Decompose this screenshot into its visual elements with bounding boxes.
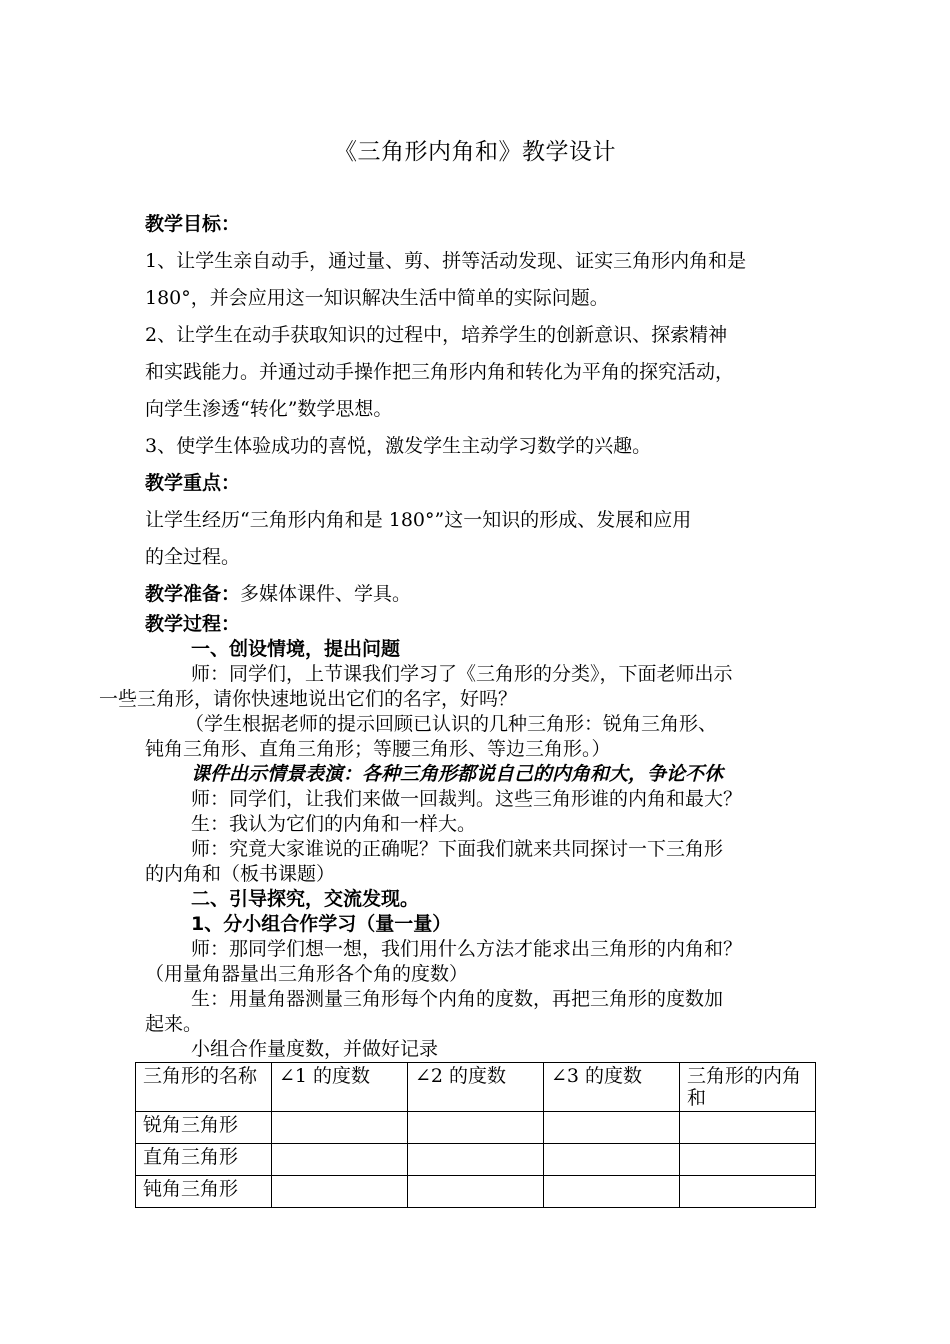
- key-points-line-b: 的全过程。: [145, 546, 241, 568]
- table-header-cell: ∠2 的度数: [407, 1063, 543, 1112]
- table-header-cell: 三角形的内角和: [680, 1063, 816, 1112]
- key-points-heading: 教学重点：: [145, 472, 241, 494]
- table-row: [136, 1144, 816, 1176]
- table-cell: [271, 1112, 407, 1144]
- table-row: [136, 1112, 816, 1144]
- process-paragraph-7a: 师：那同学们想一想，我们用什么方法才能求出三角形的内角和？: [191, 938, 743, 960]
- table-row: [136, 1176, 816, 1208]
- objectives-section: [145, 206, 825, 613]
- table-cell: [680, 1144, 816, 1176]
- table-cell: [544, 1112, 680, 1144]
- table-cell: [544, 1144, 680, 1176]
- section-2-title: 二、引导探究，交流发现。: [191, 888, 420, 910]
- process-heading: 教学过程：: [145, 613, 241, 635]
- table-header-cell: 三角形的名称: [136, 1063, 272, 1112]
- process-paragraph-8a: 生：用量角器测量三角形每个内角的度数，再把三角形的度数加: [191, 988, 724, 1010]
- process-section: [99, 612, 825, 1062]
- process-paragraph-9: 小组合作量度数，并做好记录: [191, 1038, 439, 1060]
- objectives-heading: 教学目标：: [145, 213, 241, 235]
- table-cell: [680, 1176, 816, 1208]
- process-paragraph-2b: 钝角三角形、直角三角形；等腰三角形、等边三角形。）: [145, 738, 611, 760]
- objective-1-line-a: 1、让学生亲自动手，通过量、剪、拼等活动发现、证实三角形内角和是: [145, 250, 747, 272]
- table-cell: [680, 1112, 816, 1144]
- process-paragraph-8b: 起来。: [145, 1013, 203, 1035]
- measurement-record-table: [135, 1062, 816, 1208]
- objective-1-line-b: 180°，并会应用这一知识解决生活中简单的实际问题。: [145, 287, 609, 309]
- table-cell: 直角三角形: [136, 1144, 272, 1176]
- process-paragraph-4: 师：同学们，让我们来做一回裁判。这些三角形谁的内角和最大？: [191, 788, 743, 810]
- process-paragraph-6a: 师：究竟大家谁说的正确呢？下面我们就来共同探讨一下三角形: [191, 838, 724, 860]
- process-paragraph-1: 师：同学们，上节课我们学习了《三角形的分类》，下面老师出示 一些三角形，请你快速地说出它们的名字，好吗？: [99, 663, 733, 710]
- process-paragraph-7b: （用量角器量出三角形各个角的度数）: [145, 963, 469, 985]
- table-header-cell: ∠1 的度数: [271, 1063, 407, 1112]
- objective-2-line-c: 向学生渗透“转化”数学思想。: [145, 398, 393, 420]
- objective-2-line-b: 和实践能力。并通过动手操作把三角形内角和转化为平角的探究活动，: [145, 361, 735, 383]
- table-cell: 锐角三角形: [136, 1112, 272, 1144]
- courseware-scene-line: 课件出示情景表演：各种三角形都说自己的内角和大，争论不休: [191, 763, 724, 785]
- table-cell: [407, 1144, 543, 1176]
- preparation-text: 多媒体课件、学具。: [240, 583, 412, 605]
- section-1-title: 一、创设情境，提出问题: [191, 638, 401, 660]
- process-paragraph-6b: 的内角和（板书课题）: [145, 863, 336, 885]
- table-cell: [271, 1176, 407, 1208]
- process-paragraph-2a: （学生根据老师的提示回顾已认识的几种三角形：锐角三角形、: [185, 713, 718, 735]
- table-cell: 钝角三角形: [136, 1176, 272, 1208]
- subsection-1-title: 1、分小组合作学习（量一量）: [191, 913, 452, 935]
- key-points-line-a: 让学生经历“三角形内角和是 180°”这一知识的形成、发展和应用: [145, 509, 692, 531]
- preparation-line: [145, 576, 825, 613]
- table-cell: [271, 1144, 407, 1176]
- table-cell: [407, 1112, 543, 1144]
- table-cell: [407, 1176, 543, 1208]
- table-header-cell: ∠3 的度数: [544, 1063, 680, 1112]
- preparation-heading: 教学准备：: [145, 583, 241, 605]
- objective-3: 3、使学生体验成功的喜悦，激发学生主动学习数学的兴趣。: [145, 435, 652, 457]
- table-header-row: [136, 1063, 816, 1112]
- process-paragraph-5: 生：我认为它们的内角和一样大。: [191, 813, 477, 835]
- table-cell: [544, 1176, 680, 1208]
- page-title: 《三角形内角和》教学设计: [334, 139, 616, 165]
- objective-2-line-a: 2、让学生在动手获取知识的过程中，培养学生的创新意识、探索精神: [145, 324, 728, 346]
